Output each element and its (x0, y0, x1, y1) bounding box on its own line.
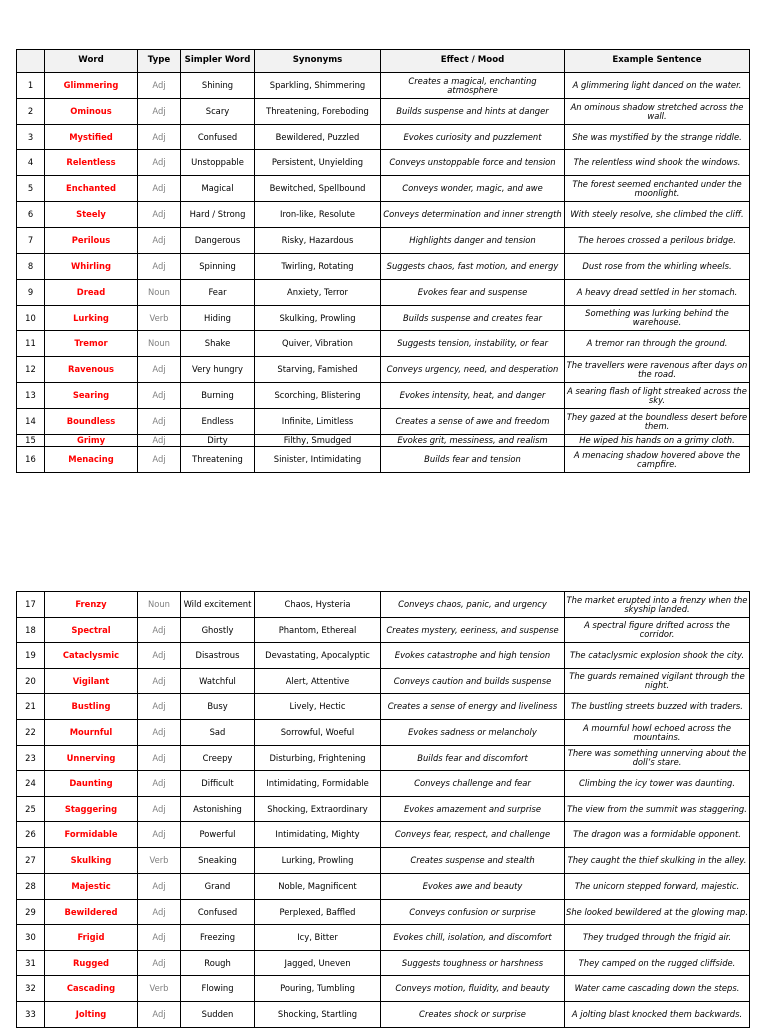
simpler-word-cell: Creepy (181, 746, 255, 771)
simpler-word-cell: Fear (181, 280, 255, 306)
simpler-word-cell: Shining (181, 73, 255, 99)
word-cell: Skulking (45, 848, 138, 874)
header-type: Type (138, 50, 181, 73)
type-cell: Adj (138, 797, 181, 822)
synonyms-cell: Threatening, Foreboding (255, 99, 381, 125)
type-cell: Adj (138, 822, 181, 848)
word-cell: Tremor (45, 331, 138, 357)
synonyms-cell: Perplexed, Baffled (255, 900, 381, 925)
simpler-word-cell: Sneaking (181, 848, 255, 874)
synonyms-cell: Persistent, Unyielding (255, 150, 381, 176)
table-row (17, 669, 750, 694)
word-cell: Menacing (45, 447, 138, 473)
type-cell: Adj (138, 357, 181, 383)
effect-cell: Evokes catastrophe and high tension (381, 643, 565, 669)
synonyms-cell: Jagged, Uneven (255, 951, 381, 976)
word-cell: Majestic (45, 874, 138, 900)
synonyms-cell: Alert, Attentive (255, 669, 381, 694)
synonyms-cell: Shocking, Startling (255, 1002, 381, 1028)
effect-cell: Conveys chaos, panic, and urgency (381, 592, 565, 618)
synonyms-cell: Intimidating, Mighty (255, 822, 381, 848)
row-number: 22 (17, 720, 45, 746)
type-cell: Adj (138, 383, 181, 409)
row-number: 32 (17, 976, 45, 1002)
simpler-word-cell: Freezing (181, 925, 255, 951)
example-cell: The travellers were ravenous after days on the road. (565, 357, 750, 383)
example-cell: They caught the thief skulking in the alley. (565, 848, 750, 874)
simpler-word-cell: Threatening (181, 447, 255, 473)
type-cell: Adj (138, 409, 181, 435)
effect-cell: Evokes sadness or melancholy (381, 720, 565, 746)
word-cell: Frenzy (45, 592, 138, 618)
type-cell: Adj (138, 176, 181, 202)
effect-cell: Conveys confusion or surprise (381, 900, 565, 925)
type-cell: Adj (138, 618, 181, 643)
example-cell: An ominous shadow stretched across the wall. (565, 99, 750, 125)
simpler-word-cell: Burning (181, 383, 255, 409)
synonyms-cell: Disturbing, Frightening (255, 746, 381, 771)
simpler-word-cell: Shake (181, 331, 255, 357)
word-cell: Bustling (45, 694, 138, 720)
effect-cell: Suggests toughness or harshness (381, 951, 565, 976)
row-number: 2 (17, 99, 45, 125)
type-cell: Adj (138, 73, 181, 99)
type-cell: Verb (138, 976, 181, 1002)
effect-cell: Evokes amazement and surprise (381, 797, 565, 822)
effect-cell: Highlights danger and tension (381, 228, 565, 254)
effect-cell: Evokes awe and beauty (381, 874, 565, 900)
word-cell: Cascading (45, 976, 138, 1002)
type-cell: Noun (138, 331, 181, 357)
synonyms-cell: Anxiety, Terror (255, 280, 381, 306)
example-cell: The heroes crossed a perilous bridge. (565, 228, 750, 254)
effect-cell: Evokes grit, messiness, and realism (381, 435, 565, 447)
table-row (17, 435, 750, 447)
word-cell: Jolting (45, 1002, 138, 1028)
effect-cell: Evokes curiosity and puzzlement (381, 125, 565, 150)
table-row (17, 694, 750, 720)
word-cell: Unnerving (45, 746, 138, 771)
vocabulary-table-2 (16, 591, 750, 1028)
effect-cell: Conveys motion, fluidity, and beauty (381, 976, 565, 1002)
word-cell: Mournful (45, 720, 138, 746)
synonyms-cell: Risky, Hazardous (255, 228, 381, 254)
table-row (17, 202, 750, 228)
effect-cell: Conveys wonder, magic, and awe (381, 176, 565, 202)
example-cell: Climbing the icy tower was daunting. (565, 771, 750, 797)
row-number: 31 (17, 951, 45, 976)
row-number: 19 (17, 643, 45, 669)
table-row (17, 383, 750, 409)
example-cell: Water came cascading down the steps. (565, 976, 750, 1002)
simpler-word-cell: Endless (181, 409, 255, 435)
simpler-word-cell: Grand (181, 874, 255, 900)
simpler-word-cell: Unstoppable (181, 150, 255, 176)
example-cell: She looked bewildered at the glowing map. (565, 900, 750, 925)
synonyms-cell: Sparkling, Shimmering (255, 73, 381, 99)
word-cell: Bewildered (45, 900, 138, 925)
simpler-word-cell: Magical (181, 176, 255, 202)
table-row (17, 822, 750, 848)
word-cell: Mystified (45, 125, 138, 150)
table-row (17, 797, 750, 822)
row-number: 14 (17, 409, 45, 435)
simpler-word-cell: Dangerous (181, 228, 255, 254)
simpler-word-cell: Ghostly (181, 618, 255, 643)
effect-cell: Evokes chill, isolation, and discomfort (381, 925, 565, 951)
example-cell: The unicorn stepped forward, majestic. (565, 874, 750, 900)
type-cell: Adj (138, 643, 181, 669)
synonyms-cell: Phantom, Ethereal (255, 618, 381, 643)
example-cell: A tremor ran through the ground. (565, 331, 750, 357)
effect-cell: Builds suspense and hints at danger (381, 99, 565, 125)
example-cell: With steely resolve, she climbed the cliff. (565, 202, 750, 228)
example-cell: A jolting blast knocked them backwards. (565, 1002, 750, 1028)
row-number: 30 (17, 925, 45, 951)
simpler-word-cell: Scary (181, 99, 255, 125)
synonyms-cell: Scorching, Blistering (255, 383, 381, 409)
table-row (17, 771, 750, 797)
effect-cell: Builds fear and tension (381, 447, 565, 473)
type-cell: Adj (138, 228, 181, 254)
effect-cell: Evokes intensity, heat, and danger (381, 383, 565, 409)
example-cell: A mournful howl echoed across the mountains. (565, 720, 750, 746)
table-row (17, 73, 750, 99)
row-number: 8 (17, 254, 45, 280)
row-number: 28 (17, 874, 45, 900)
word-cell: Searing (45, 383, 138, 409)
type-cell: Adj (138, 99, 181, 125)
synonyms-cell: Bewitched, Spellbound (255, 176, 381, 202)
example-cell: The dragon was a formidable opponent. (565, 822, 750, 848)
example-cell: The view from the summit was staggering. (565, 797, 750, 822)
type-cell: Adj (138, 951, 181, 976)
row-number: 13 (17, 383, 45, 409)
synonyms-cell: Infinite, Limitless (255, 409, 381, 435)
table-row (17, 643, 750, 669)
table-row (17, 951, 750, 976)
type-cell: Adj (138, 150, 181, 176)
effect-cell: Builds suspense and creates fear (381, 306, 565, 331)
table-body (17, 592, 750, 1028)
type-cell: Adj (138, 254, 181, 280)
synonyms-cell: Iron-like, Resolute (255, 202, 381, 228)
header-effect-mood: Effect / Mood (381, 50, 565, 73)
simpler-word-cell: Flowing (181, 976, 255, 1002)
synonyms-cell: Filthy, Smudged (255, 435, 381, 447)
simpler-word-cell: Watchful (181, 669, 255, 694)
table-row (17, 618, 750, 643)
word-cell: Spectral (45, 618, 138, 643)
table-row (17, 99, 750, 125)
row-number: 27 (17, 848, 45, 874)
word-cell: Perilous (45, 228, 138, 254)
word-cell: Daunting (45, 771, 138, 797)
synonyms-cell: Icy, Bitter (255, 925, 381, 951)
synonyms-cell: Chaos, Hysteria (255, 592, 381, 618)
row-number: 21 (17, 694, 45, 720)
row-number: 24 (17, 771, 45, 797)
effect-cell: Creates mystery, eeriness, and suspense (381, 618, 565, 643)
word-cell: Grimy (45, 435, 138, 447)
simpler-word-cell: Wild excitement (181, 592, 255, 618)
word-cell: Enchanted (45, 176, 138, 202)
table-row (17, 720, 750, 746)
word-cell: Cataclysmic (45, 643, 138, 669)
table-row (17, 976, 750, 1002)
table-row (17, 176, 750, 202)
example-cell: They camped on the rugged cliffside. (565, 951, 750, 976)
example-cell: There was something unnerving about the doll’s stare. (565, 746, 750, 771)
word-cell: Formidable (45, 822, 138, 848)
simpler-word-cell: Hiding (181, 306, 255, 331)
type-cell: Adj (138, 669, 181, 694)
effect-cell: Conveys determination and inner strength (381, 202, 565, 228)
type-cell: Adj (138, 694, 181, 720)
effect-cell: Creates suspense and stealth (381, 848, 565, 874)
table-row (17, 228, 750, 254)
effect-cell: Creates a magical, enchanting atmosphere (381, 73, 565, 99)
simpler-word-cell: Confused (181, 125, 255, 150)
type-cell: Adj (138, 447, 181, 473)
simpler-word-cell: Very hungry (181, 357, 255, 383)
example-cell: The market erupted into a frenzy when the skyship landed. (565, 592, 750, 618)
row-number: 5 (17, 176, 45, 202)
synonyms-cell: Sorrowful, Woeful (255, 720, 381, 746)
table-row (17, 280, 750, 306)
synonyms-cell: Lurking, Prowling (255, 848, 381, 874)
type-cell: Noun (138, 592, 181, 618)
word-cell: Frigid (45, 925, 138, 951)
example-cell: The guards remained vigilant through the night. (565, 669, 750, 694)
table-body (17, 73, 750, 473)
simpler-word-cell: Sad (181, 720, 255, 746)
synonyms-cell: Bewildered, Puzzled (255, 125, 381, 150)
row-number: 18 (17, 618, 45, 643)
table-row (17, 306, 750, 331)
synonyms-cell: Devastating, Apocalyptic (255, 643, 381, 669)
table-row (17, 150, 750, 176)
word-cell: Ravenous (45, 357, 138, 383)
row-number: 3 (17, 125, 45, 150)
word-cell: Dread (45, 280, 138, 306)
example-cell: He wiped his hands on a grimy cloth. (565, 435, 750, 447)
effect-cell: Creates shock or surprise (381, 1002, 565, 1028)
table-row (17, 254, 750, 280)
type-cell: Adj (138, 435, 181, 447)
example-cell: She was mystified by the strange riddle. (565, 125, 750, 150)
synonyms-cell: Starving, Famished (255, 357, 381, 383)
row-number: 17 (17, 592, 45, 618)
row-number: 10 (17, 306, 45, 331)
example-cell: The cataclysmic explosion shook the city. (565, 643, 750, 669)
effect-cell: Suggests tension, instability, or fear (381, 331, 565, 357)
table-row (17, 357, 750, 383)
simpler-word-cell: Powerful (181, 822, 255, 848)
simpler-word-cell: Hard / Strong (181, 202, 255, 228)
type-cell: Adj (138, 720, 181, 746)
table-row (17, 746, 750, 771)
row-number: 33 (17, 1002, 45, 1028)
synonyms-cell: Shocking, Extraordinary (255, 797, 381, 822)
table-row (17, 331, 750, 357)
row-number: 20 (17, 669, 45, 694)
example-cell: A searing flash of light streaked across the sky. (565, 383, 750, 409)
effect-cell: Suggests chaos, fast motion, and energy (381, 254, 565, 280)
table-row (17, 848, 750, 874)
synonyms-cell: Skulking, Prowling (255, 306, 381, 331)
simpler-word-cell: Disastrous (181, 643, 255, 669)
word-cell: Steely (45, 202, 138, 228)
vocabulary-table-1 (16, 49, 750, 473)
example-cell: Something was lurking behind the warehouse. (565, 306, 750, 331)
word-cell: Lurking (45, 306, 138, 331)
simpler-word-cell: Sudden (181, 1002, 255, 1028)
simpler-word-cell: Confused (181, 900, 255, 925)
type-cell: Adj (138, 746, 181, 771)
example-cell: The forest seemed enchanted under the moonlight. (565, 176, 750, 202)
row-number: 15 (17, 435, 45, 447)
effect-cell: Conveys unstoppable force and tension (381, 150, 565, 176)
table-row (17, 874, 750, 900)
synonyms-cell: Pouring, Tumbling (255, 976, 381, 1002)
effect-cell: Conveys fear, respect, and challenge (381, 822, 565, 848)
example-cell: They trudged through the frigid air. (565, 925, 750, 951)
row-number: 25 (17, 797, 45, 822)
row-number: 4 (17, 150, 45, 176)
effect-cell: Builds fear and discomfort (381, 746, 565, 771)
type-cell: Adj (138, 202, 181, 228)
effect-cell: Conveys urgency, need, and desperation (381, 357, 565, 383)
type-cell: Adj (138, 1002, 181, 1028)
type-cell: Adj (138, 925, 181, 951)
table-row (17, 592, 750, 618)
type-cell: Adj (138, 900, 181, 925)
row-number: 7 (17, 228, 45, 254)
example-cell: The relentless wind shook the windows. (565, 150, 750, 176)
type-cell: Verb (138, 848, 181, 874)
synonyms-cell: Lively, Hectic (255, 694, 381, 720)
example-cell: The bustling streets buzzed with traders. (565, 694, 750, 720)
table-header-row (17, 50, 750, 73)
word-cell: Glimmering (45, 73, 138, 99)
row-number: 1 (17, 73, 45, 99)
row-number: 23 (17, 746, 45, 771)
type-cell: Adj (138, 125, 181, 150)
example-cell: They gazed at the boundless desert before them. (565, 409, 750, 435)
simpler-word-cell: Busy (181, 694, 255, 720)
synonyms-cell: Quiver, Vibration (255, 331, 381, 357)
header-simpler-word: Simpler Word (181, 50, 255, 73)
word-cell: Rugged (45, 951, 138, 976)
synonyms-cell: Sinister, Intimidating (255, 447, 381, 473)
simpler-word-cell: Astonishing (181, 797, 255, 822)
row-number: 6 (17, 202, 45, 228)
synonyms-cell: Intimidating, Formidable (255, 771, 381, 797)
simpler-word-cell: Difficult (181, 771, 255, 797)
word-cell: Relentless (45, 150, 138, 176)
type-cell: Adj (138, 874, 181, 900)
table-row (17, 447, 750, 473)
example-cell: A menacing shadow hovered above the campfire. (565, 447, 750, 473)
simpler-word-cell: Dirty (181, 435, 255, 447)
row-number: 29 (17, 900, 45, 925)
word-cell: Vigilant (45, 669, 138, 694)
type-cell: Adj (138, 771, 181, 797)
header-example-sentence: Example Sentence (565, 50, 750, 73)
example-cell: A spectral figure drifted across the corridor. (565, 618, 750, 643)
synonyms-cell: Twirling, Rotating (255, 254, 381, 280)
word-cell: Staggering (45, 797, 138, 822)
header-number (17, 50, 45, 73)
table-row (17, 409, 750, 435)
table-row (17, 900, 750, 925)
effect-cell: Creates a sense of awe and freedom (381, 409, 565, 435)
row-number: 16 (17, 447, 45, 473)
example-cell: A glimmering light danced on the water. (565, 73, 750, 99)
word-cell: Ominous (45, 99, 138, 125)
header-synonyms: Synonyms (255, 50, 381, 73)
row-number: 12 (17, 357, 45, 383)
word-cell: Boundless (45, 409, 138, 435)
effect-cell: Conveys challenge and fear (381, 771, 565, 797)
effect-cell: Conveys caution and builds suspense (381, 669, 565, 694)
synonyms-cell: Noble, Magnificent (255, 874, 381, 900)
example-cell: A heavy dread settled in her stomach. (565, 280, 750, 306)
word-cell: Whirling (45, 254, 138, 280)
table-row (17, 925, 750, 951)
row-number: 26 (17, 822, 45, 848)
row-number: 11 (17, 331, 45, 357)
type-cell: Verb (138, 306, 181, 331)
simpler-word-cell: Spinning (181, 254, 255, 280)
effect-cell: Creates a sense of energy and liveliness (381, 694, 565, 720)
type-cell: Noun (138, 280, 181, 306)
table-row (17, 125, 750, 150)
row-number: 9 (17, 280, 45, 306)
effect-cell: Evokes fear and suspense (381, 280, 565, 306)
simpler-word-cell: Rough (181, 951, 255, 976)
header-word: Word (45, 50, 138, 73)
example-cell: Dust rose from the whirling wheels. (565, 254, 750, 280)
